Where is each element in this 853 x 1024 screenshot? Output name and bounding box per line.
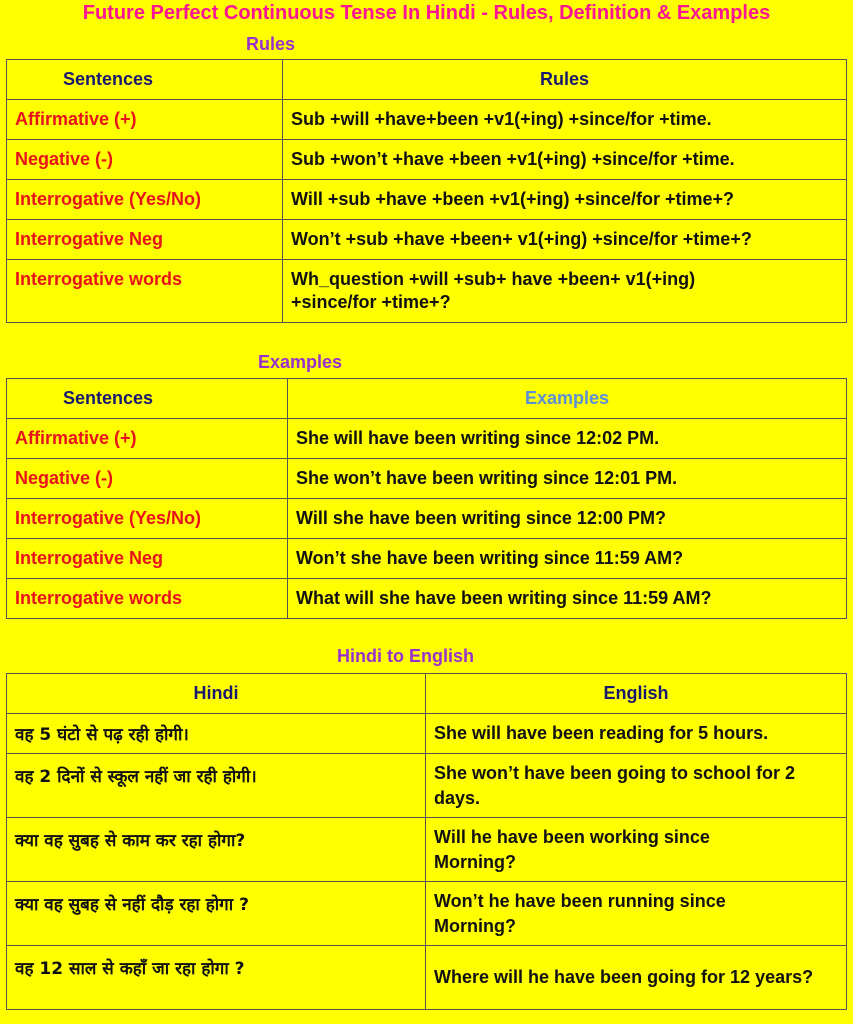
examples-col-sentences: Sentences [7, 379, 288, 419]
rule-label: Interrogative words [7, 260, 283, 323]
table-row [7, 539, 847, 579]
rule-value: Will +sub +have +been +v1(+ing) +since/for +time+? [283, 180, 847, 220]
translation-heading: Hindi to English [337, 646, 474, 666]
table-row [7, 140, 847, 180]
english-sentence: She will have been reading for 5 hours. [426, 714, 847, 754]
example-value: Will she have been writing since 12:00 PM? [288, 499, 847, 539]
rules-header-row [7, 60, 847, 100]
table-row [7, 180, 847, 220]
rules-col-rules: Rules [283, 60, 847, 100]
translation-col-english: English [426, 674, 847, 714]
translation-col-hindi: Hindi [7, 674, 426, 714]
translation-table [6, 673, 847, 1010]
rule-value: Wh_question +will +sub+ have +been+ v1(+ing) +since/for +time+? [283, 260, 847, 323]
rule-label: Affirmative (+) [7, 100, 283, 140]
rule-label: Interrogative Neg [7, 220, 283, 260]
english-sentence: Will he have been working since Morning? [426, 818, 847, 882]
rule-label: Interrogative (Yes/No) [7, 180, 283, 220]
examples-header-row [7, 379, 847, 419]
table-row [7, 818, 847, 882]
examples-col-examples: Examples [288, 379, 847, 419]
table-row [7, 499, 847, 539]
english-sentence: She won’t have been going to school for 2 days. [426, 754, 847, 818]
table-row [7, 579, 847, 619]
table-row [7, 946, 847, 1010]
english-sentence: Where will he have been going for 12 years? [426, 946, 847, 1010]
hindi-sentence: वह 5 घंटो से पढ़ रही होगी। [7, 714, 426, 754]
table-row [7, 100, 847, 140]
table-row [7, 459, 847, 499]
example-value: She will have been writing since 12:02 PM. [288, 419, 847, 459]
rules-col-sentences: Sentences [7, 60, 283, 100]
table-row [7, 260, 847, 323]
example-value: What will she have been writing since 11:59 AM? [288, 579, 847, 619]
example-value: She won’t have been writing since 12:01 PM. [288, 459, 847, 499]
rule-value: Sub +will +have+been +v1(+ing) +since/for +time. [283, 100, 847, 140]
rule-value: Won’t +sub +have +been+ v1(+ing) +since/for +time+? [283, 220, 847, 260]
example-label: Interrogative Neg [7, 539, 288, 579]
examples-heading: Examples [258, 352, 343, 372]
page-title: Future Perfect Continuous Tense In Hindi - Rules, Definition & Examples [82, 2, 771, 24]
hindi-sentence: क्या वह सुबह से काम कर रहा होगा? [7, 818, 426, 882]
translation-header-row [7, 674, 847, 714]
rule-label: Negative (-) [7, 140, 283, 180]
example-label: Affirmative (+) [7, 419, 288, 459]
hindi-sentence: वह 2 दिनों से स्कूल नहीं जा रही होगी। [7, 754, 426, 818]
rules-heading: Rules [246, 34, 296, 54]
example-value: Won’t she have been writing since 11:59 AM? [288, 539, 847, 579]
table-row [7, 882, 847, 946]
table-row [7, 220, 847, 260]
english-sentence: Won’t he have been running since Morning? [426, 882, 847, 946]
rules-table [6, 59, 847, 323]
examples-table [6, 378, 847, 619]
rule-value: Sub +won’t +have +been +v1(+ing) +since/for +time. [283, 140, 847, 180]
hindi-sentence: वह 12 साल से कहाँ जा रहा होगा ? [7, 946, 426, 1010]
table-row [7, 419, 847, 459]
example-label: Interrogative words [7, 579, 288, 619]
example-label: Negative (-) [7, 459, 288, 499]
hindi-sentence: क्या वह सुबह से नहीं दौड़ रहा होगा ? [7, 882, 426, 946]
table-row [7, 754, 847, 818]
table-row [7, 714, 847, 754]
example-label: Interrogative (Yes/No) [7, 499, 288, 539]
